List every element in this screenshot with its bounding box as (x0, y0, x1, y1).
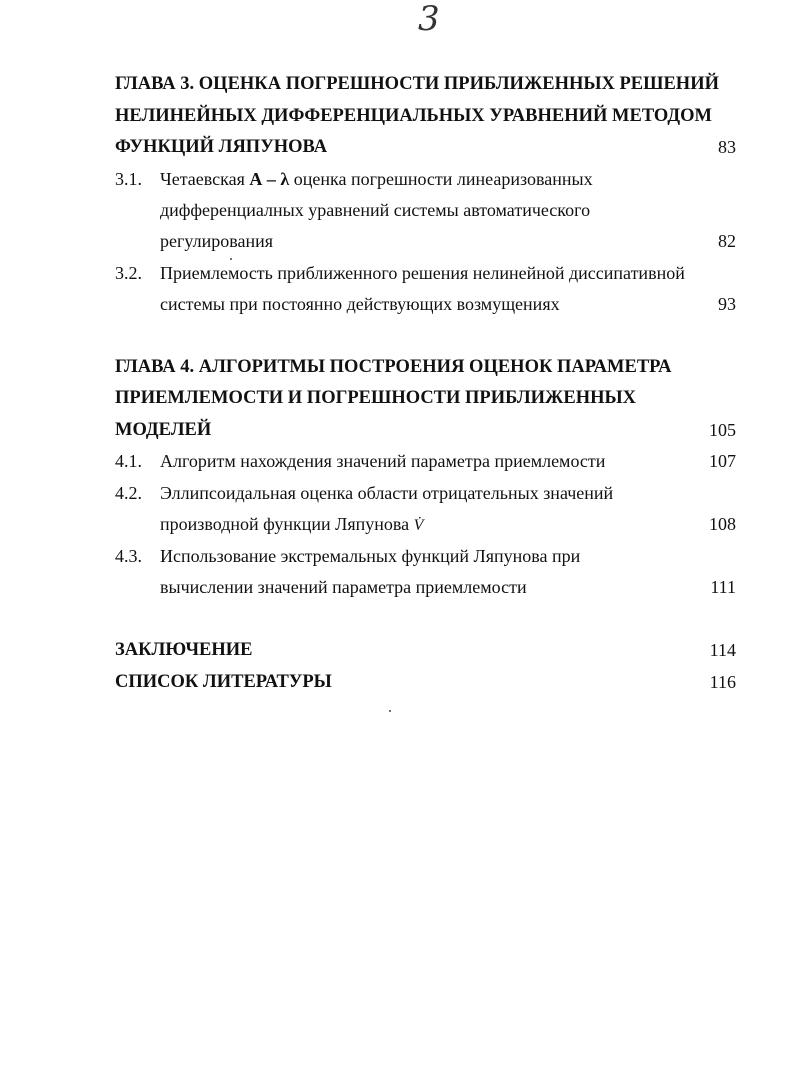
references-page: 116 (709, 672, 736, 692)
section-4-2-line2 (160, 513, 423, 537)
section-4-2-page: 108 (709, 514, 736, 534)
conclusion-page: 114 (709, 640, 736, 660)
section-4-1-line1: Алгоритм нахождения значений параметра приемлемости (160, 451, 606, 471)
chapter3-title-line3: ФУНКЦИЙ ЛЯПУНОВА (115, 137, 328, 157)
section-4-3-number: 4.3. (115, 546, 142, 566)
references-title: СПИСОК ЛИТЕРАТУРЫ (115, 672, 332, 692)
scan-speck (389, 710, 391, 712)
section-4-3-line2: вычислении значений параметра приемлемости (160, 577, 527, 597)
chapter4-title-line3: МОДЕЛЕЙ (115, 420, 212, 440)
section-3-1-text-pre: Четаевская (160, 169, 245, 189)
v-dot-symbol: V̇ (413, 517, 424, 534)
section-4-2-number: 4.2. (115, 483, 142, 503)
section-3-2-line2: системы при постоянно действующих возмущениях (160, 294, 560, 314)
section-3-1-title (160, 168, 593, 190)
section-4-3-page: 111 (710, 577, 736, 597)
section-3-1-page: 82 (718, 231, 736, 251)
section-3-1-line2: дифференциалных уравнений системы автоматического (160, 200, 591, 220)
section-3-2-number: 3.2. (115, 263, 142, 283)
section-4-2-line2-text: производной функции Ляпунова (160, 514, 410, 534)
chapter4-page: 105 (709, 420, 736, 440)
chapter3-title-line2: НЕЛИНЕЙНЫХ ДИФФЕРЕНЦИАЛЬНЫХ УРАВНЕНИЙ МЕТОДОМ (115, 106, 712, 126)
section-3-1-formula: А – λ (249, 169, 290, 189)
scan-speck (230, 258, 232, 260)
chapter4-title-line2: ПРИЕМЛЕМОСТИ И ПОГРЕШНОСТИ ПРИБЛИЖЕННЫХ (115, 388, 636, 408)
page-number: 3 (418, 0, 440, 39)
chapter3-page: 83 (718, 137, 736, 157)
chapter4-title-line1: ГЛАВА 4. АЛГОРИТМЫ ПОСТРОЕНИЯ ОЦЕНОК ПАРАМЕТРА (115, 357, 672, 377)
section-3-1-number: 3.1. (115, 169, 142, 189)
section-3-1-text-post: оценка погрешности линеаризованных (293, 169, 593, 189)
section-3-2-line1: Приемлемость приближенного решения нелинейной диссипативной (160, 263, 685, 283)
section-4-1-page: 107 (709, 451, 736, 471)
section-3-2-page: 93 (718, 294, 736, 314)
section-4-1-number: 4.1. (115, 451, 142, 471)
section-4-3-line1: Использование экстремальных функций Ляпунова при (160, 546, 581, 566)
section-3-1-line3: регулирования (160, 231, 273, 251)
conclusion-title: ЗАКЛЮЧЕНИЕ (115, 640, 253, 660)
chapter3-title-line1: ГЛАВА 3. ОЦЕНКА ПОГРЕШНОСТИ ПРИБЛИЖЕННЫХ РЕШЕНИЙ (115, 74, 719, 94)
section-4-2-line1: Эллипсоидальная оценка области отрицательных значений (160, 483, 614, 503)
